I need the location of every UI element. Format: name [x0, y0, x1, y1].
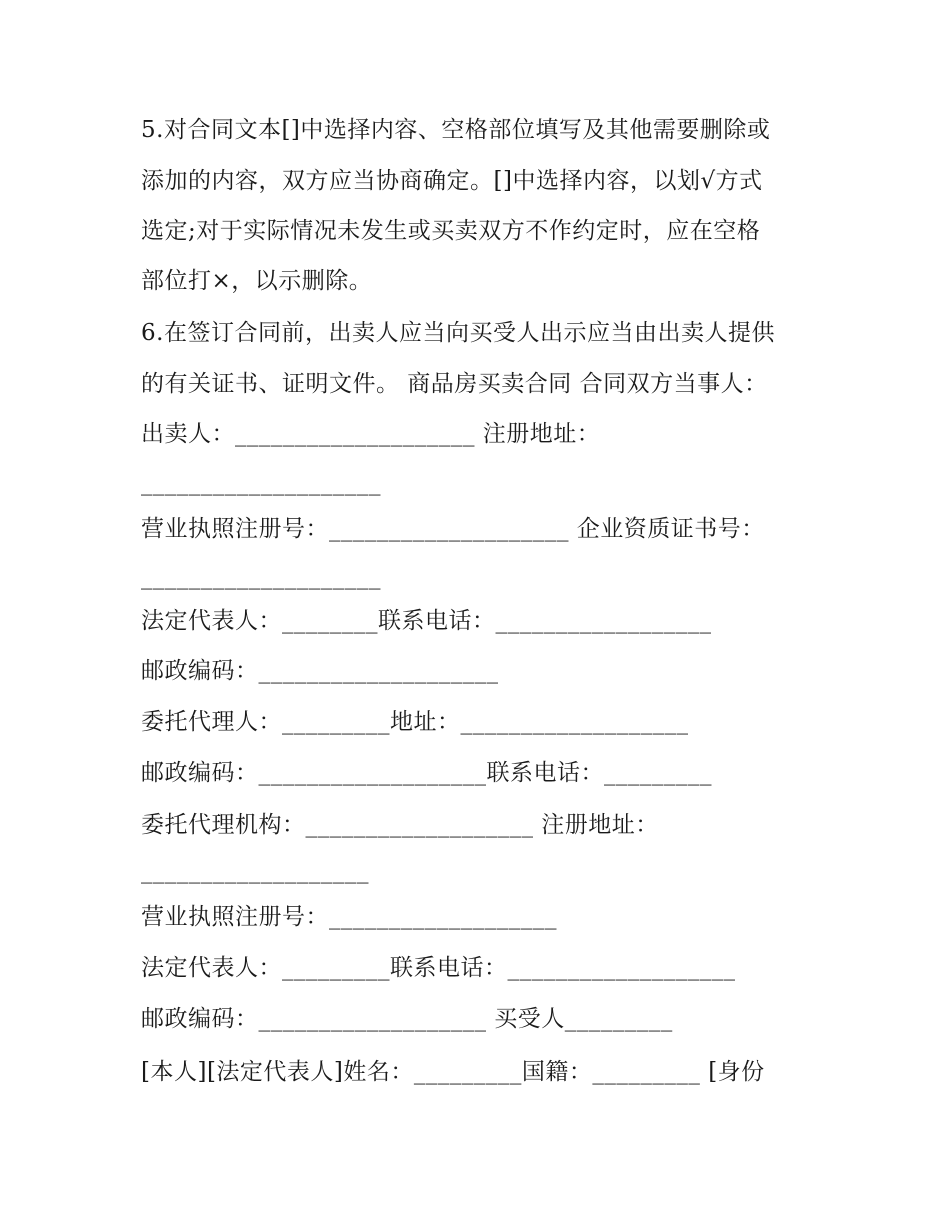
agency-line: 委托代理机构：___________________ 注册地址：	[141, 812, 659, 838]
text-line: 的有关证书、证明文件。 商品房买卖合同 合同双方当事人：	[141, 371, 768, 397]
postal-code-line: 邮政编码：____________________	[141, 658, 499, 684]
legal-representative-line: 法定代表人：_________联系电话：___________________	[141, 955, 736, 981]
postal-phone-line: 邮政编码：___________________联系电话：_________	[141, 760, 712, 786]
agent-line: 委托代理人：_________地址：___________________	[141, 709, 689, 735]
business-license-line: 营业执照注册号：___________________	[141, 904, 557, 930]
text-line: 选定;对于实际情况未发生或买卖双方不作约定时，应在空格	[141, 218, 761, 244]
seller-line: 出卖人：____________________ 注册地址：	[141, 421, 601, 447]
text-line: 添加的内容，双方应当协商确定。[]中选择内容，以划√方式	[141, 168, 763, 194]
buyer-line: 邮政编码：___________________ 买受人_________	[141, 1006, 673, 1032]
blank-line: ____________________	[141, 564, 381, 590]
text-line: 6.在签订合同前，出卖人应当向买受人出示应当由出卖人提供	[141, 320, 775, 346]
blank-line: ___________________	[141, 858, 369, 884]
blank-line: ____________________	[141, 470, 381, 496]
business-license-line: 营业执照注册号：____________________ 企业资质证书号：	[141, 516, 765, 542]
text-line: 5.对合同文本[]中选择内容、空格部位填写及其他需要删除或	[141, 117, 771, 143]
legal-representative-line: 法定代表人：________联系电话：__________________	[141, 608, 712, 634]
buyer-name-line: [本人][法定代表人]姓名：_________国籍：_________ [身份	[141, 1059, 765, 1085]
text-line: 部位打×，以示删除。	[141, 268, 373, 294]
